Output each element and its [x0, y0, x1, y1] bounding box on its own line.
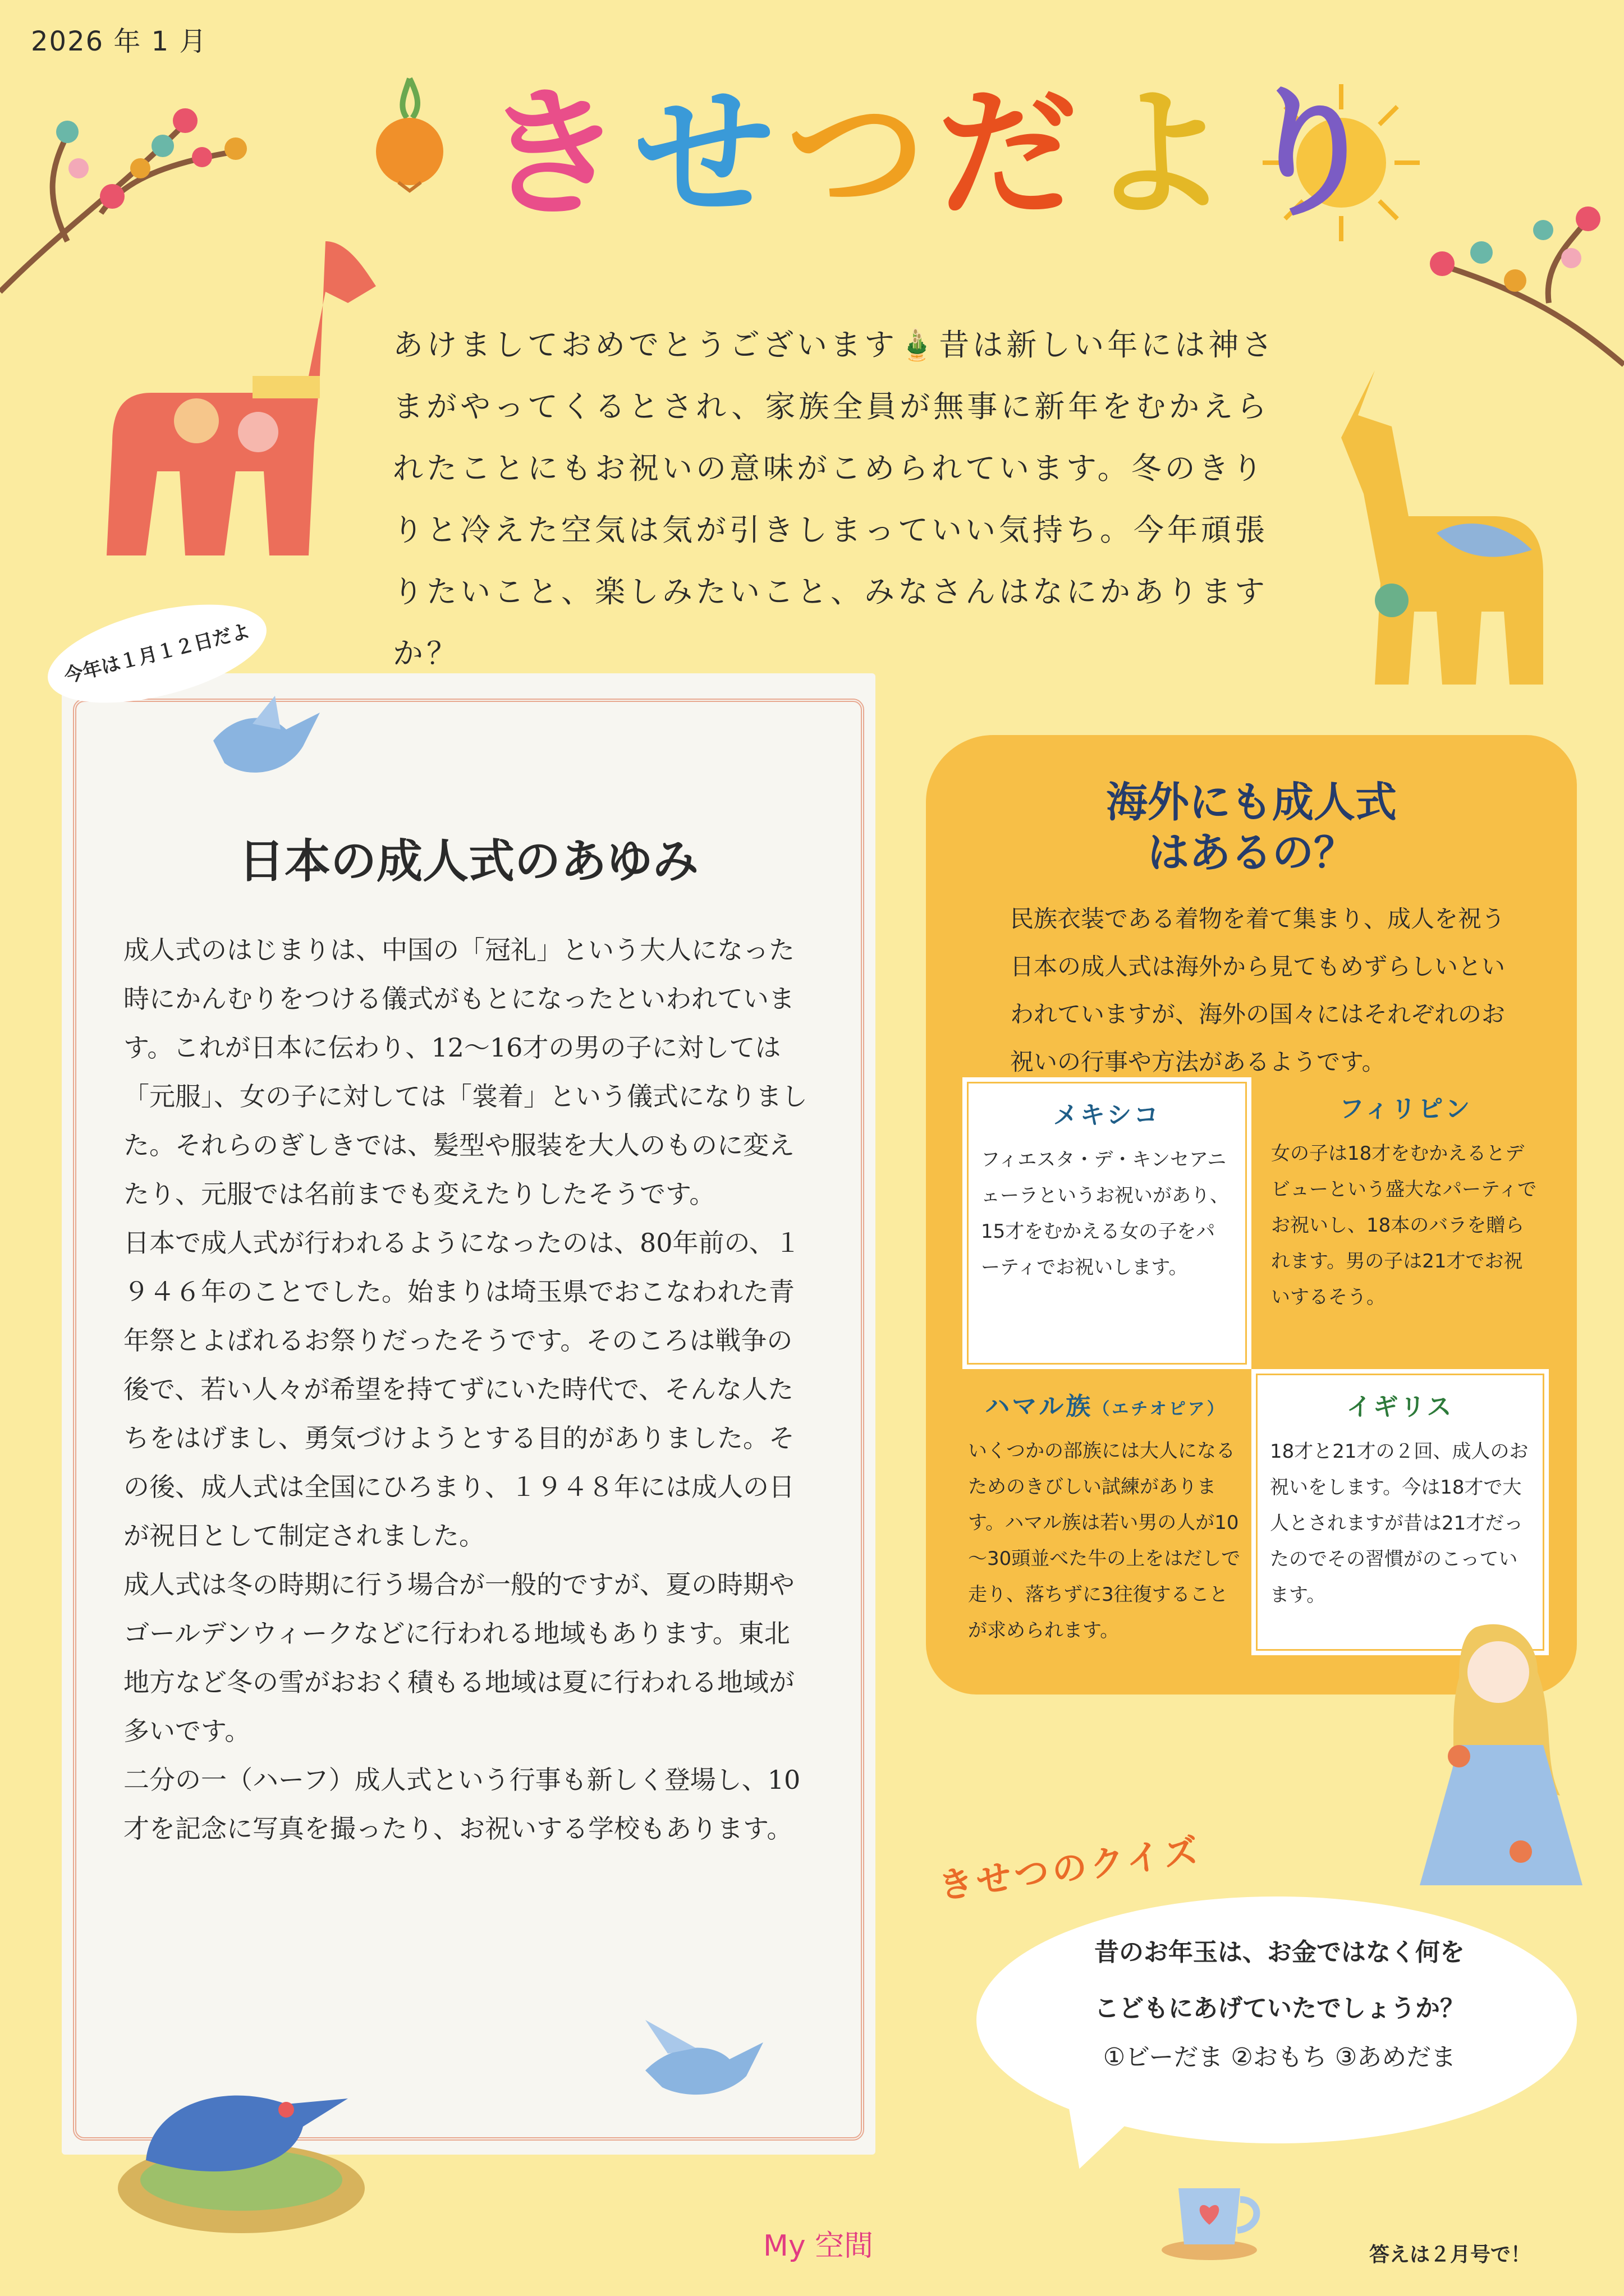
card-uk — [1251, 1369, 1549, 1655]
masthead-char: き — [483, 72, 623, 236]
quiz-options: ①ビーだま ②おもち ③あめだま — [1103, 2043, 1456, 2072]
answer-note: 答えは２月号で！ — [1369, 2243, 1531, 2266]
masthead-char: せ — [634, 72, 774, 236]
card-hamar — [962, 1380, 1249, 1695]
masthead-char: り — [1240, 72, 1380, 236]
masthead-char: よ — [1089, 72, 1229, 236]
bird-icon — [634, 2009, 769, 2104]
masthead-title — [483, 62, 1380, 247]
paragraph: 成人式のはじまりは、中国の「冠礼」という大人になった時にかんむりをつける儀式がもとになったといわれています。これが日本に伝わり、12～16才の男の子に対しては「元服」、女の子に対しては「裳着」という儀式になりました。それらのぎしきでは、髪型や服装を大人のものに変えたり、元服では名前までも変えたりしたそうです。 — [123, 935, 808, 1209]
girl-illustration — [1397, 1616, 1599, 1930]
question-line: 昔のお年玉は、お金ではなく何を — [1094, 1938, 1465, 1967]
card-philippines — [1260, 1077, 1552, 1341]
card-title: メキシコ — [1053, 1101, 1161, 1129]
title-line: 海外にも成人式 — [1106, 778, 1397, 826]
card-subtitle: （エチオピア） — [1093, 1399, 1226, 1419]
card-text: フィエスタ・デ・キンセアニェーラというお祝いがあり、15才をむかえる女の子をパーティでお祝いします。 — [981, 1149, 1229, 1279]
right-article-title — [926, 777, 1577, 878]
card-title: イギリス — [1346, 1393, 1454, 1421]
card-text: 女の子は18才をむかえるとデビューという盛大なパーティでお祝いし、18本のバラを贈られます。男の子は21才でお祝いするそう。 — [1271, 1142, 1537, 1308]
card-mexico — [962, 1077, 1251, 1369]
paragraph: 日本で成人式が行われるようになったのは、80年前の、１９４６年のことでした。始まりは埼玉県でおこなわれた青年祭とよばれるお祭りだったそうです。そのころは戦争の後で、若い人々が希望を持てずにいた時代で、そんな人たちをはげまし、勇気づけようとする目的がありました。その後、成人式は全国にひろまり、１９４８年には成人の日が祝日として制定されました。 — [123, 1228, 801, 1551]
footer-brand: My 空間 — [763, 2229, 874, 2263]
question-line: こどもにあげていたでしょうか？ — [1094, 1994, 1465, 2023]
onion-illustration — [365, 73, 455, 191]
yellow-horse-illustration — [1308, 348, 1571, 696]
quiz-question — [1004, 1925, 1554, 2037]
date-tag: 今年は１月１２日だよ — [38, 586, 276, 722]
paragraph: 二分の一（ハーフ）成人式という行事も新しく登場し、10才を記念に写真を撮ったり、お祝いする学校もあります。 — [123, 1765, 801, 1844]
card-title: フィリピン — [1339, 1095, 1472, 1123]
issue-date: 2026 年 1 月 — [31, 26, 208, 57]
bird-icon — [202, 690, 325, 791]
card-text: いくつかの部族には大人になるためのきびしい試練があります。ハマル族は若い男の人が10～30頭並べた牛の上をはだしで走り、落ちずに3往復することが求められます。 — [968, 1440, 1241, 1642]
masthead-char: だ — [937, 72, 1077, 236]
masthead-char: つ — [786, 72, 926, 236]
greeting-text: あけましておめでとうございます🎍昔は新しい年には神さまがやってくるとされ、家族全員が無事に新年をむかえられたことにもお祝いの意味がこめられています。冬のきりりと冷えた空気は気が引きしまっていい気持ち。今年頑張りたいこと、楽しみたいこと、みなさんはなにかありますか？ — [393, 327, 1276, 671]
bird-nest-illustration — [101, 2048, 404, 2239]
teacup-illustration — [1156, 2166, 1268, 2261]
card-title: ハマル族 — [985, 1392, 1093, 1421]
left-article-body — [123, 926, 814, 1853]
quiz-title: きせつのクイズ — [935, 1829, 1204, 1907]
title-line: はあるの？ — [1148, 829, 1355, 877]
right-intro-text: 民族衣装である着物を着て集まり、成人を祝う日本の成人式は海外から見てもめずらしいといわれていますが、海外の国々にはそれぞれのお祝いの行事や方法があるようです。 — [1010, 905, 1506, 1076]
red-horse-illustration — [84, 208, 376, 567]
branch-right-illustration — [1403, 196, 1624, 365]
card-text: 18才と21才の２回、成人のお祝いをします。今は18才で大人とされますが昔は21才だったのでその習慣がのこっています。 — [1270, 1440, 1529, 1606]
left-article-title: 日本の成人式のあゆみ — [238, 834, 699, 888]
paragraph: 成人式は冬の時期に行う場合が一般的ですが、夏の時期やゴールデンウィークなどに行われる地域もあります。東北地方など冬の雪がおおく積もる地域は夏に行われる地域が多いです。 — [123, 1569, 795, 1746]
